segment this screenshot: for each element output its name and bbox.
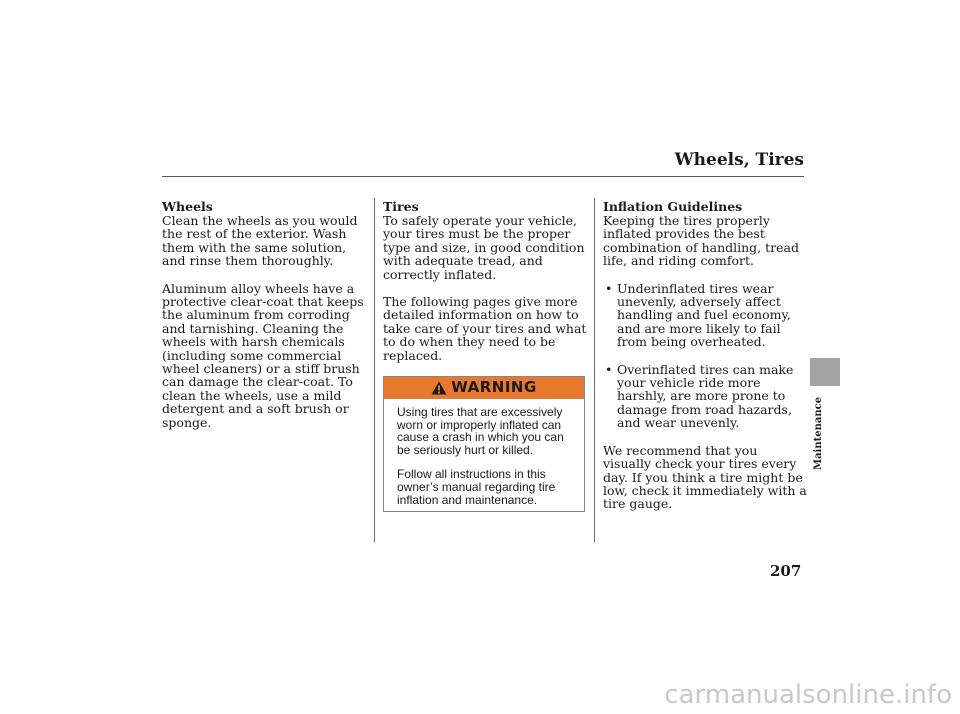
column-divider — [594, 198, 595, 542]
tires-paragraph: To safely operate your vehicle, your tires must be the proper type and size, in good condition with adequate tread, and correctly inflated. — [383, 213, 585, 282]
wheels-paragraph: Clean the wheels as you would the rest of the exterior. Wash them with the same solution, and rinse them thoroughly. — [162, 213, 358, 269]
warning-box — [383, 376, 585, 512]
section-tab — [810, 358, 840, 386]
page-number: 207 — [770, 562, 802, 580]
warning-label: WARNING — [451, 378, 537, 397]
title-divider — [162, 176, 804, 177]
bullet-icon: • — [605, 280, 613, 296]
inflation-column — [603, 200, 807, 525]
wheels-paragraph: Aluminum alloy wheels have a protective clear-coat that keeps the aluminum from corroding and tarnishing. Cleaning the wheels with harsh chemicals (including some commercial wheel cleaners) or a stiff brush can damage the clear-coat. To clean the wheels, use a mild detergent and a soft brush or sponge. — [162, 280, 364, 430]
tires-column — [383, 200, 589, 512]
tires-paragraph: The following pages give more detailed information on how to take care of your tires and what to do when they need to be replaced. — [383, 294, 587, 363]
warning-header — [384, 377, 584, 399]
bullet-icon: • — [605, 361, 613, 377]
list-item — [603, 282, 807, 349]
warning-text: Follow all instructions in this owner’s manual regarding tire inflation and maintenance. — [397, 467, 556, 507]
section-label: Maintenance — [813, 396, 824, 470]
list-item — [603, 363, 807, 430]
bullet-text: Underinflated tires wear unevenly, adversely affect handling and fuel economy, and are more likely to fail from being overheated. — [617, 280, 791, 350]
warning-text: Using tires that are excessively worn or improperly inflated can cause a crash in which you can be seriously hurt or killed. — [397, 405, 564, 457]
bullet-text: Overinflated tires can make your vehicle ride more harshly, are more prone to damage from road hazards, and wear unevenly. — [617, 361, 794, 431]
inflation-heading: Inflation Guidelines — [603, 199, 743, 214]
column-divider — [374, 198, 375, 542]
warning-triangle-icon — [431, 381, 447, 395]
warning-body — [384, 399, 584, 506]
page-title: Wheels, Tires — [674, 150, 804, 170]
watermark: carmanualsonline.info — [664, 680, 952, 710]
wheels-column — [162, 200, 370, 443]
tires-heading: Tires — [383, 199, 419, 214]
inflation-intro: Keeping the tires properly inflated provides the best combination of handling, tread life, and riding comfort. — [603, 213, 799, 269]
wheels-heading: Wheels — [162, 199, 213, 214]
inflation-closing: We recommend that you visually check your tires every day. If you think a tire might be low, check it immediately with a tire gauge. — [603, 442, 807, 512]
